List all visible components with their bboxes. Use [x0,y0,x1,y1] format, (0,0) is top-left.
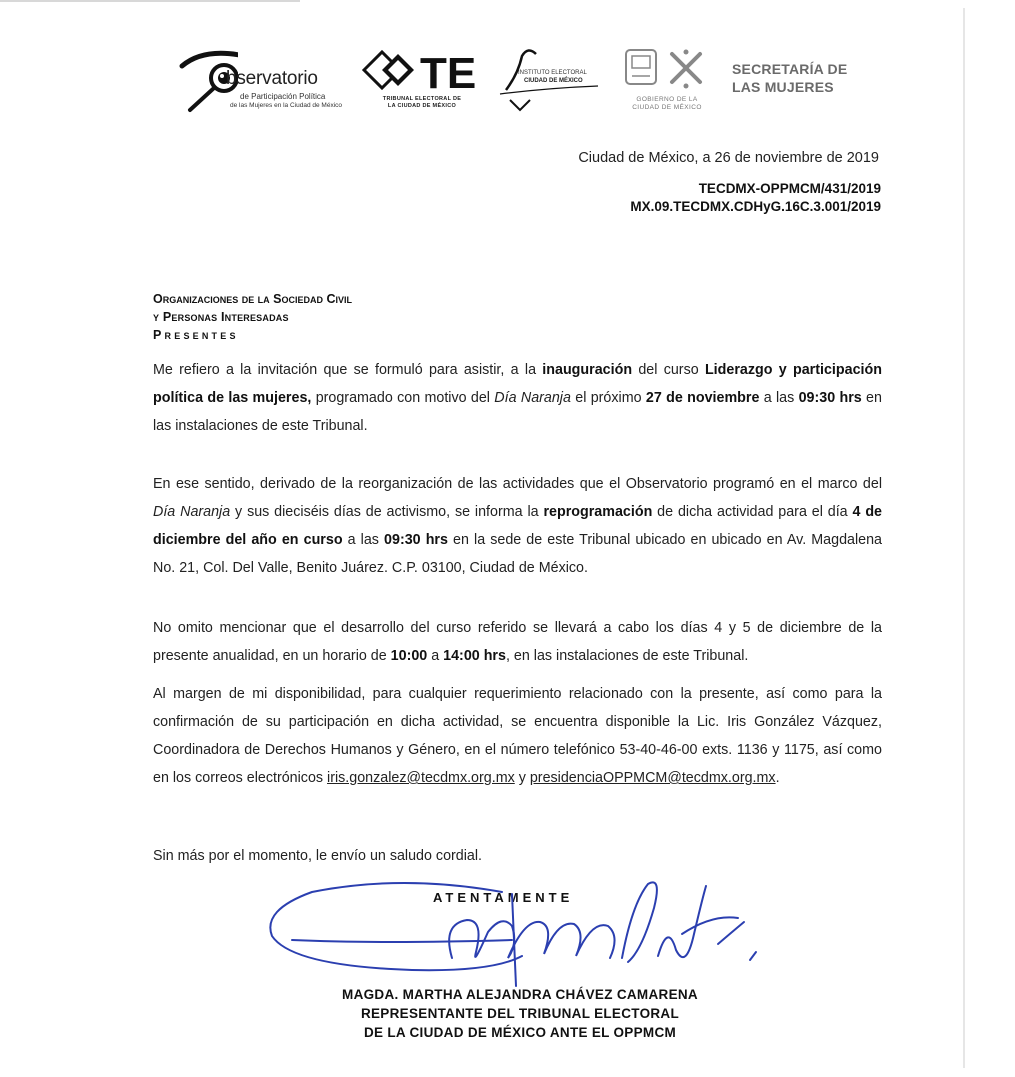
paragraph-schedule: No omito mencionar que el desarrollo del curso referido se llevará a cabo los días 4 y 5 de diciembre de la presente anualidad, en un horario de 10:00 a 14:00 hrs, en las instalaciones de este Tribunal. [153,620,882,664]
scan-edge-right [963,8,965,1068]
secretaria-mujeres-logo [732,60,847,96]
paragraph-invitation: Me refiero a la invitación que se formuló para asistir, a la inauguración del curso Liderazgo y participación política de las mujeres, programado con motivo del Día Naranja el próximo 27 de noviembre a las 09:30 hrs en las instalaciones de este Tribunal. [153,362,882,434]
letter-date: Ciudad de México, a 26 de noviembre de 2019 [578,150,879,166]
signer-name: MAGDA. MARTHA ALEJANDRA CHÁVEZ CAMARENA [342,987,698,1002]
cdmx-knot-icon [672,50,700,89]
iecm-text-2: CIUDAD DE MÉXICO [524,78,583,84]
secretaria-line-2: LAS MUJERES [732,79,834,95]
iecm-logo [498,44,608,114]
observatorio-wordmark: bservatorio [226,68,318,89]
tribunal-diamond-icon [362,44,487,96]
tribunal-mark: TE [420,49,477,96]
tribunal-subtitle: TRIBUNAL ELECTORAL DE LA CIUDAD DE MÉXICO [382,96,462,109]
gobierno-cdmx-logo [622,46,717,118]
recipient-line-3: Presentes [153,328,239,342]
tribunal-electoral-logo [362,44,487,118]
cdmx-shield-icon [622,46,717,94]
iecm-text-1: INSTITUTO ELECTORAL [518,70,587,76]
reference-numbers [630,180,881,216]
reference-number: MX.09.TECDMX.CDHyG.16C.3.001/2019 [630,199,881,214]
gobierno-text: GOBIERNO DE LA CIUDAD DE MÉXICO [632,96,702,111]
header-logos [178,40,878,118]
signer-title-2: DE LA CIUDAD DE MÉXICO ANTE EL OPPMCM [363,1025,677,1040]
secretaria-line-1: SECRETARÍA DE [732,61,848,77]
handwritten-signature [262,874,762,994]
paragraph-contact: Al margen de mi disponibilidad, para cualquier requerimiento relacionado con la presente, así como para la confirmación de su participación en dicha actividad, se encuentra disponible la Lic. Iris González Vázquez, Coordinadora de Derechos Humanos y Género, en el número telefónico 53-40-46-00 exts. 1136 y 1175, así como en los correos electrónicos iris.gonzalez@tecdmx.org.mx y presidenciaOPPMCM@tecdmx.org.mx. [153,686,882,786]
observatorio-logo [178,46,358,116]
observatorio-subtitle-1: de Participación Política [240,92,326,101]
paragraph-reschedule: En ese sentido, derivado de la reorganización de las actividades que el Observatorio programó en el marco del Día Naranja y sus dieciséis días de activismo, se informa la reprogramación de dicha actividad para el día 4 de diciembre del año en curso a las 09:30 hrs en la sede de este Tribunal ubicado en ubicado en Av. Magdalena No. 21, Col. Del Valle, Benito Juárez. C.P. 03100, Ciudad de México. [153,476,883,576]
email-link-presidencia[interactable]: presidenciaOPPMCM@tecdmx.org.mx [529,770,776,786]
email-link-iris[interactable]: iris.gonzalez@tecdmx.org.mx [327,770,515,786]
observatorio-subtitle-2: de las Mujeres en la Ciudad de México [230,102,343,109]
reference-number: TECDMX-OPPMCM/431/2019 [698,181,881,196]
signer-block [300,985,740,1042]
recipient-block [153,290,352,344]
paragraph-closing: Sin más por el momento, le envío un saludo cordial. [153,848,483,864]
closing-atentamente: ATENTAMENTE [433,890,574,905]
scan-edge-top [0,0,300,2]
signer-title-1: REPRESENTANTE DEL TRIBUNAL ELECTORAL [360,1006,680,1021]
recipient-line-1: Organizaciones de la Sociedad Civil [153,292,352,306]
recipient-line-2: y Personas Interesadas [153,310,289,324]
